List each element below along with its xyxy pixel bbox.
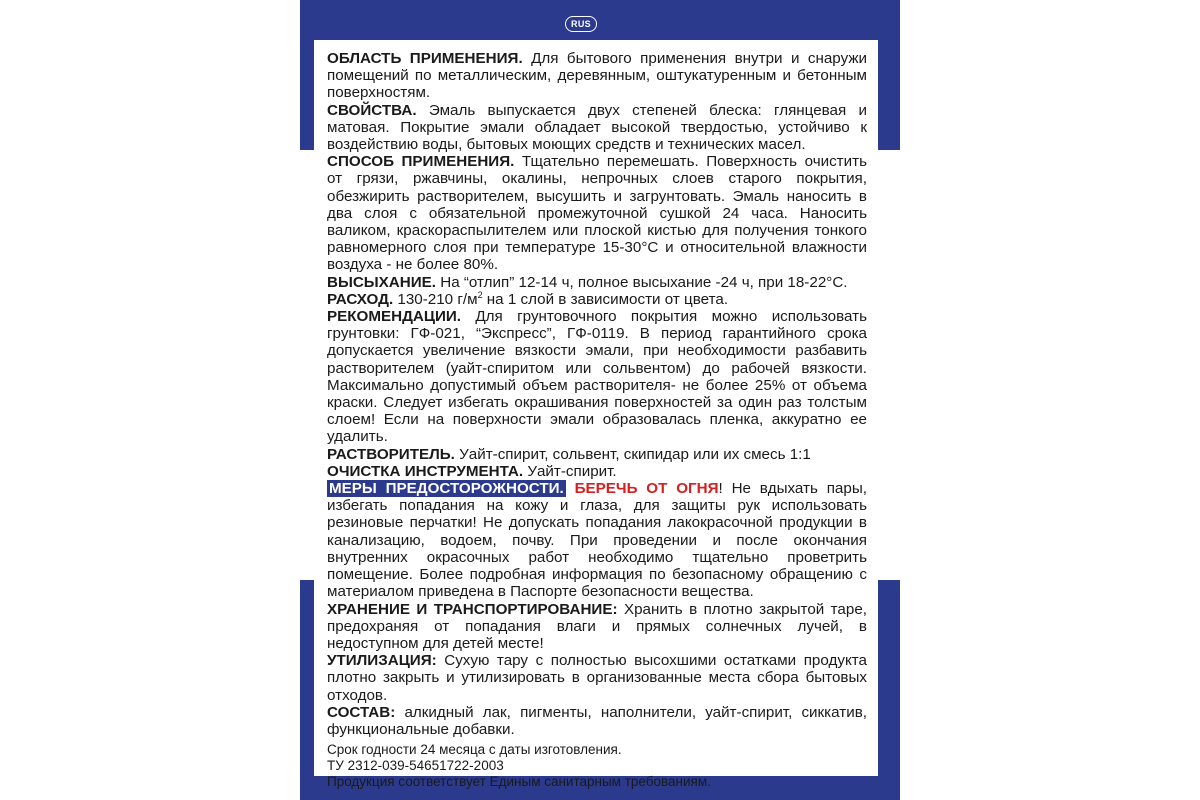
section-text: Эмаль выпускается двух степеней блеска: глянцевая и матовая. Покрытие эмали обладает высокой твердостью, устойчиво к воздействию воды, бытовых моющих средств и технических масел.: [327, 101, 867, 154]
section-text: Уайт-спирит, сольвент, скипидар или их смесь 1:1: [454, 445, 811, 463]
fire-warning: БЕРЕЧЬ ОТ ОГНЯ: [574, 480, 719, 498]
section-heading: СОСТАВ:: [327, 703, 396, 721]
section-heading: РАСХОД.: [327, 290, 394, 308]
consumption-value: 130-210 г/м: [393, 290, 478, 308]
label-text: [327, 50, 867, 790]
section-heading: ОБЛАСТЬ ПРИМЕНЕНИЯ.: [327, 50, 523, 67]
section-tool-cleaning: [327, 463, 867, 480]
section-text: Хранить в плотно закрытой таре, предохраняя от попадания влаги и прямых солнечных лучей, в недоступном для детей месте!: [327, 600, 867, 652]
section-drying: [327, 274, 867, 291]
section-properties: [327, 102, 867, 154]
consumption-rest: на 1 слой в зависимости от цвета.: [482, 290, 729, 308]
section-solvent: [327, 446, 867, 463]
section-heading: РЕКОМЕНДАЦИИ.: [327, 308, 462, 326]
section-text: На “отлип” 12-14 ч, полное высыхание -24 ч, при 18-22°С.: [436, 273, 848, 291]
section-heading: УТИЛИЗАЦИЯ:: [327, 652, 437, 670]
language-badge: RUS: [565, 16, 597, 32]
section-text: Сухую тару с полностью высохшими остатками продукта плотно закрыть и утилизировать в организованные места сбора бытовых отходов.: [327, 652, 867, 704]
section-heading: ХРАНЕНИЕ И ТРАНСПОРТИРОВАНИЕ:: [327, 600, 618, 618]
section-heading: РАСТВОРИТЕЛЬ.: [327, 445, 455, 463]
section-text: ! Не вдыхать пары, избегать попадания на кожу и глаза, для защиты рук использовать резиновые перчатки! Не допускать попадания лакокрасочной продукции в канализацию, водоем, почву. При проведении и после окончания внутренних окрасочных работ необходимо тщательно проветрить помещение. Более подробная информация по безопасному обращению с материалом приведена в Паспорте безопасности вещества.: [327, 480, 867, 601]
section-disposal: [327, 652, 867, 704]
panel-edge-left: [300, 150, 314, 580]
section-text: Уайт-спирит.: [523, 462, 617, 480]
compliance-note: Продукция соответствует Единым санитарным требованиям.: [327, 774, 711, 790]
section-application: [327, 50, 867, 102]
consumption-unit-exponent: 2: [477, 289, 483, 300]
section-precautions: [327, 480, 867, 600]
precautions-heading: МЕРЫ ПРЕДОСТОРОЖНОСТИ.: [329, 480, 564, 498]
section-storage: [327, 601, 867, 653]
section-text: алкидный лак, пигменты, наполнители, уайт-спирит, сиккатив, функциональные добавки.: [327, 703, 867, 738]
section-consumption: [327, 291, 867, 308]
section-text: Тщательно перемешать. Поверхность очистить от грязи, ржавчины, окалины, непрочных слоев старого покрытия, обезжирить растворителем, высушить и загрунтовать. Эмаль наносить в два слоя с обязательной промежуточной сушкой 24 часа. Наносить валиком, краскораспылителем или плоской кистью для получения тонкого равномерного слоя при температуре 15-30°С и относительной влажности воздуха - не более 80%.: [327, 153, 867, 274]
section-heading: СПОСОБ ПРИМЕНЕНИЯ.: [327, 153, 515, 171]
technical-standard: ТУ 2312-039-54651722-2003: [327, 758, 504, 774]
panel-edge-right: [878, 150, 900, 580]
section-heading: СВОЙСТВА.: [327, 101, 417, 119]
section-composition: [327, 704, 867, 738]
section-recommendations: [327, 308, 867, 446]
section-text: Для грунтовочного покрытия можно использовать грунтовки: ГФ-021, “Экспресс”, ГФ-0119. В период гарантийного срока допускается увеличение вязкости эмали, при необходимости разбавить растворителем (уайт-спиритом или сольвентом) до рабочей вязкости. Максимально допустимый объем растворителя- не более 25% от объема краски. Следует избегать окрашивания поверхностей за один раз толстым слоем! Если на поверхности эмали образовалась пленка, аккуратно ее удалить.: [327, 308, 867, 446]
section-heading: ОЧИСТКА ИНСТРУМЕНТА.: [327, 462, 524, 480]
section-heading: ВЫСЫХАНИЕ.: [327, 273, 437, 291]
shelf-life: Срок годности 24 месяца с даты изготовления.: [327, 742, 622, 758]
section-method: [327, 153, 867, 273]
section-text: Для бытового применения внутри и снаружи помещений по металлическим, деревянным, оштукатуренным и бетонным поверхностям.: [327, 50, 867, 102]
